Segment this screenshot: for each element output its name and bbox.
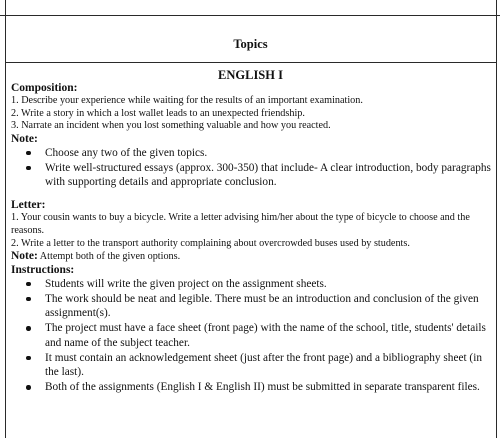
letter-note-label: Note: — [11, 250, 38, 263]
composition-topic-3: 3. Narrate an incident when you lost something valuable and how you reacted. — [11, 120, 331, 132]
instructions-heading: Instructions: — [11, 263, 75, 276]
header-divider — [5, 62, 496, 63]
letter-heading: Letter: — [11, 199, 46, 212]
composition-note-list — [11, 146, 491, 190]
section-title: ENGLISH I — [218, 68, 283, 82]
table-border-left — [5, 0, 6, 438]
table-header-title: Topics — [233, 37, 268, 51]
instruction-bullet-4: It must contain an acknowledgement sheet (just after the front page) and a bibliography sheet (in the last). — [45, 351, 491, 379]
composition-topics-list — [11, 95, 491, 133]
composition-note-heading: Note: — [11, 132, 38, 145]
letter-topic-1: 1. Your cousin wants to buy a bicycle. Write a letter advising him/her about the type of bicycle to choose and the reasons. — [11, 212, 470, 236]
instruction-bullet-2: The work should be neat and legible. There must be an introduction and conclusion of the given assignment(s). — [45, 292, 491, 320]
composition-topic-2: 2. Write a story in which a lost wallet leads to an unexpected friendship. — [11, 107, 305, 119]
letter-note-text: Attempt both of the given options. — [37, 251, 181, 263]
instruction-bullet-1: Students will write the given project on the assignment sheets. — [45, 277, 491, 291]
table-border-top — [0, 15, 500, 16]
instruction-bullet-3: The project must have a face sheet (front page) with the name of the school, title, students' details and name of the subject teacher. — [45, 321, 491, 349]
letter-topics-list — [11, 212, 491, 250]
instruction-bullet-5: Both of the assignments (English I & English II) must be submitted in separate transparent files. — [45, 380, 491, 394]
section-spacer — [11, 190, 491, 199]
composition-heading: Composition: — [11, 82, 78, 94]
table-border-right — [496, 0, 497, 438]
assignment-content — [11, 82, 491, 395]
instructions-list — [11, 277, 491, 395]
composition-note-bullet-2: Write well-structured essays (approx. 300-350) that include- A clear introduction, body paragraphs with supporting details and appropriate conclusion. — [45, 161, 491, 189]
composition-note-bullet-1: Choose any two of the given topics. — [45, 146, 491, 160]
composition-topic-1: 1. Describe your experience while waiting for the results of an important examination. — [11, 95, 363, 106]
letter-note — [11, 250, 491, 264]
letter-topic-2: 2. Write a letter to the transport authority complaining about overcrowded buses used by students. — [11, 237, 410, 249]
